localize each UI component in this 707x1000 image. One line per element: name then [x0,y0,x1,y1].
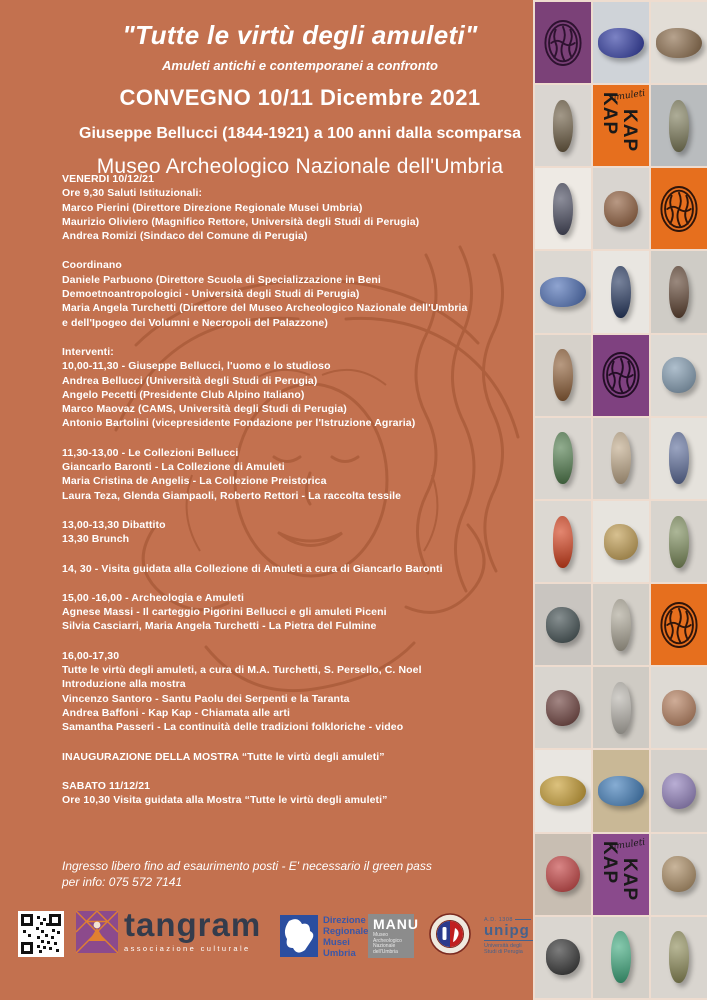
program-line: Marco Pierini (Direttore Direzione Regionale Musei Umbria) [62,201,363,214]
amulet-seal-icon [657,182,701,236]
program-line: Samantha Passeri - La continuità delle tradizioni folkloriche - video [62,721,404,734]
amulet-object [604,191,638,227]
program-section [62,172,532,243]
amulet-seal-icon [599,348,643,402]
amulet-object [656,28,702,58]
amulet-object [604,524,638,560]
amulet-object [669,100,689,152]
amulet-photo-rainbow-wave [535,251,591,332]
poster-header [34,20,566,179]
amulet-photo-red-box-figurine [535,834,591,915]
program-line: Agnese Massi - Il carteggio Pigorini Bellucci e gli amuleti Piceni [62,606,387,619]
amulet-object [662,690,696,726]
program-section [62,649,532,735]
program-line: INAUGURAZIONE DELLA MOSTRA “Tutte le virtù degli amuleti” [62,750,385,763]
amulet-object [669,432,689,484]
amulet-photo-silver-figurine [593,667,649,748]
direzione-line: Direzione [323,915,366,926]
amulet-object [611,599,631,651]
program-line: Interventi: [62,345,114,358]
program-line: 13,30 Brunch [62,533,130,546]
amulet-photo-elephant-charm [651,335,707,416]
contact-info-line: per info: 075 572 7141 [62,875,183,889]
program-line: Silvia Casciarri, Maria Angela Turchetti - La Pietra del Fulmine [62,620,377,633]
program-line: Laura Teza, Glenda Giampaoli, Roberto Rettori - La raccolta tessile [62,489,402,502]
program-line: Maurizio Oliviero (Magnifico Rettore, Università degli Studi di Perugia) [62,215,420,228]
kap-kap-logo-text: KAP [599,92,620,136]
amulet-seal-tile-orange-2 [651,584,707,665]
amulet-photo-amber-crystals [593,501,649,582]
amulet-photo-ceramic-head [651,667,707,748]
event-name-date: CONVEGNO 10/11 Dicembre 2021 [119,85,481,110]
program-line: 10,00-11,30 - Giuseppe Bellucci, l'uomo e lo studioso [62,360,331,373]
amulet-photo-wooden-box [651,2,707,83]
amulet-photo-black-cord-pendant [535,917,591,998]
amulet-photo-snake-wrapped [651,501,707,582]
amulet-object [553,432,573,484]
amulet-tiles-strip [533,0,707,1000]
amulet-object [540,277,586,307]
amulet-object [669,266,689,318]
qr-code [18,911,64,957]
kap-kap-logo-text: KAP [619,109,640,153]
program-line: Andrea Baffoni - Kap Kap - Chiamata alle arti [62,706,290,719]
direzione-musei-logo-text [323,915,368,959]
qr-code-icon [21,914,61,954]
amulet-object [611,432,631,484]
amulet-photo-bark-green-glass [651,251,707,332]
program-section [62,345,532,431]
amulet-photo-seahorse [535,335,591,416]
amulet-object [611,682,631,734]
amulet-photo-crossed-keys [651,85,707,166]
program-line: e dell'Ipogeo dei Volumni e Necropoli del Palazzone) [62,316,328,329]
program-line: 14, 30 - Visita guidata alla Collezione di Amuleti a cura di Giancarlo Baronti [62,562,443,575]
program-line: Andrea Romizi (Sindaco del Comune di Perugia) [62,230,308,243]
amulet-object [546,856,580,892]
amulet-photo-box-blue-tissue [593,2,649,83]
program-section [62,258,532,329]
program-line: Tutte le virtù degli amuleti, a cura di M.A. Turchetti, S. Persello, C. Noel [62,664,422,677]
amulet-photo-green-frame-stone [593,917,649,998]
amulet-seal-icon [541,16,585,70]
amulet-photo-strawberry-pendant [535,584,591,665]
amulet-object [546,939,580,975]
kap-kap-logo-text: amuleti [610,837,646,853]
amulet-object [598,776,644,806]
tangram-logo-icon [76,911,118,958]
tangram-logo-text: tangram [124,906,262,943]
amulet-object [546,690,580,726]
program-line: Antonio Bartolini (vicepresidente Fondazione per l'Istruzione Agraria) [62,417,416,430]
amulet-seal-tile-purple-1 [535,2,591,83]
program-section [62,562,532,576]
program-section [62,446,532,503]
program-line: Daniele Parbuono (Direttore Scuola di Specializzazione in Beni [62,273,381,286]
amulet-object [553,516,573,568]
amulet-object [598,28,644,58]
manu-sub-text: Museo Archeologico Nazionale dell'Umbria [373,932,402,955]
dedication-line: Giuseppe Bellucci (1844-1921) a 100 anni dalla scomparsa [79,125,521,142]
unipg-logo-text: unipg [484,923,534,941]
program-line: Giancarlo Baronti - La Collezione di Amuleti [62,461,285,474]
amulet-photo-green-ceramic [535,418,591,499]
program-line: Demoetnoantropologici - Università degli Studi di Perugia) [62,288,360,301]
amulet-object [553,183,573,235]
amulet-object [662,856,696,892]
page-title: "Tutte le virtù degli amuleti" [122,20,478,50]
amulet-object [553,349,573,401]
amulet-object [611,266,631,318]
footer-logos [0,900,533,1000]
unipg-founded: A.D. 1308 [484,917,534,923]
program-line: 11,30-13,00 - Le Collezioni Bellucci [62,446,239,459]
program-line: Andrea Bellucci (Università degli Studi di Perugia) [62,374,318,387]
unipg-rule [515,919,531,920]
kap-kap-tile-orange-1 [593,85,649,166]
program-line: Introduzione alla mostra [62,678,186,691]
program-line: 15,00 -16,00 - Archeologia e Amuleti [62,591,244,604]
amulet-photo-nebula-card [535,750,591,831]
amulet-photo-terracotta-square [593,168,649,249]
program-section [62,518,532,547]
amulet-photo-red-cord-disc [535,667,591,748]
unipg-logo [484,917,534,955]
direzione-line: Regionale [323,926,369,937]
amulet-seal-tile-orange-1 [651,168,707,249]
poster-subtitle: Amuleti antichi e contemporanei a confronto [162,58,438,73]
manu-logo [368,914,419,958]
amulet-photo-coral-horn [535,501,591,582]
program-line: Maria Cristina de Angelis - La Collezione Preistorica [62,475,327,488]
kap-kap-logo-text: amuleti [610,88,646,104]
program-line: VENERDI 10/12/21 [62,173,155,185]
amulet-object [540,776,586,806]
direzione-line: Musei [323,937,350,948]
program-line: Ore 9,30 Saluti Istituzionali: [62,187,203,200]
amulet-photo-eye-marble [593,251,649,332]
amulet-photo-cork-owl [651,834,707,915]
program-line: Vincenzo Santoro - Santu Paolu dei Serpenti e la Taranta [62,692,350,705]
tangram-tagline: associazione culturale [124,944,251,953]
amulet-seal-tile-purple-2 [593,335,649,416]
amulet-object [611,931,631,983]
manu-logo-text: MANU [373,916,419,932]
kap-kap-logo-text: KAP [619,857,640,901]
kap-kap-logo-text: KAP [599,840,620,884]
program-line: Ore 10,30 Visita guidata alla Mostra “Tutte le virtù degli amuleti” [62,794,388,807]
amulet-object [669,516,689,568]
program-line: Angelo Pecetti (Presidente Club Alpino Italiano) [62,388,305,401]
program-section [62,591,532,634]
program-line: 16,00-17,30 [62,649,120,662]
program-section [62,750,532,764]
amulet-photo-silver-twig [593,584,649,665]
amulet-photo-bronze-branch [651,917,707,998]
program-line: Coordinano [62,259,122,272]
unipg-sub-text: Università degli Studi di Perugia [484,943,523,956]
amulet-photo-shell-cluster [593,418,649,499]
program [62,172,532,822]
amulet-photo-diorama-box [593,750,649,831]
amulet-photo-stone [535,168,591,249]
program-line: 13,00-13,30 Dibattito [62,518,166,531]
kap-kap-tile-purple [593,834,649,915]
program-line: SABATO 11/12/21 [62,779,151,792]
program-line: Marco Maovaz (CAMS, Università degli Studi di Perugia) [62,403,347,416]
amulet-object [546,607,580,643]
program-section [62,779,532,808]
entry-info-line: Ingresso libero fino ad esaurimento posti - E' necessario il green pass [62,859,432,873]
direzione-line: Umbria [323,948,356,959]
university-seal-icon [429,913,471,960]
amulet-object [553,100,573,152]
amulet-photo-blue-white-ceramic [651,418,707,499]
program-line: Maria Angela Turchetti (Direttore del Museo Archeologico Nazionale dell'Umbria [62,302,468,315]
venue-name: Museo Archeologico Nazionale dell'Umbria [96,155,504,178]
entry-info [62,858,432,890]
amulet-object [662,773,696,809]
amulet-photo-key-pendant [535,85,591,166]
amulet-object [669,931,689,983]
amulet-photo-purple-creature [651,750,707,831]
direzione-musei-logo-icon [280,915,318,962]
amulet-seal-icon [657,598,701,652]
amulet-object [662,357,696,393]
